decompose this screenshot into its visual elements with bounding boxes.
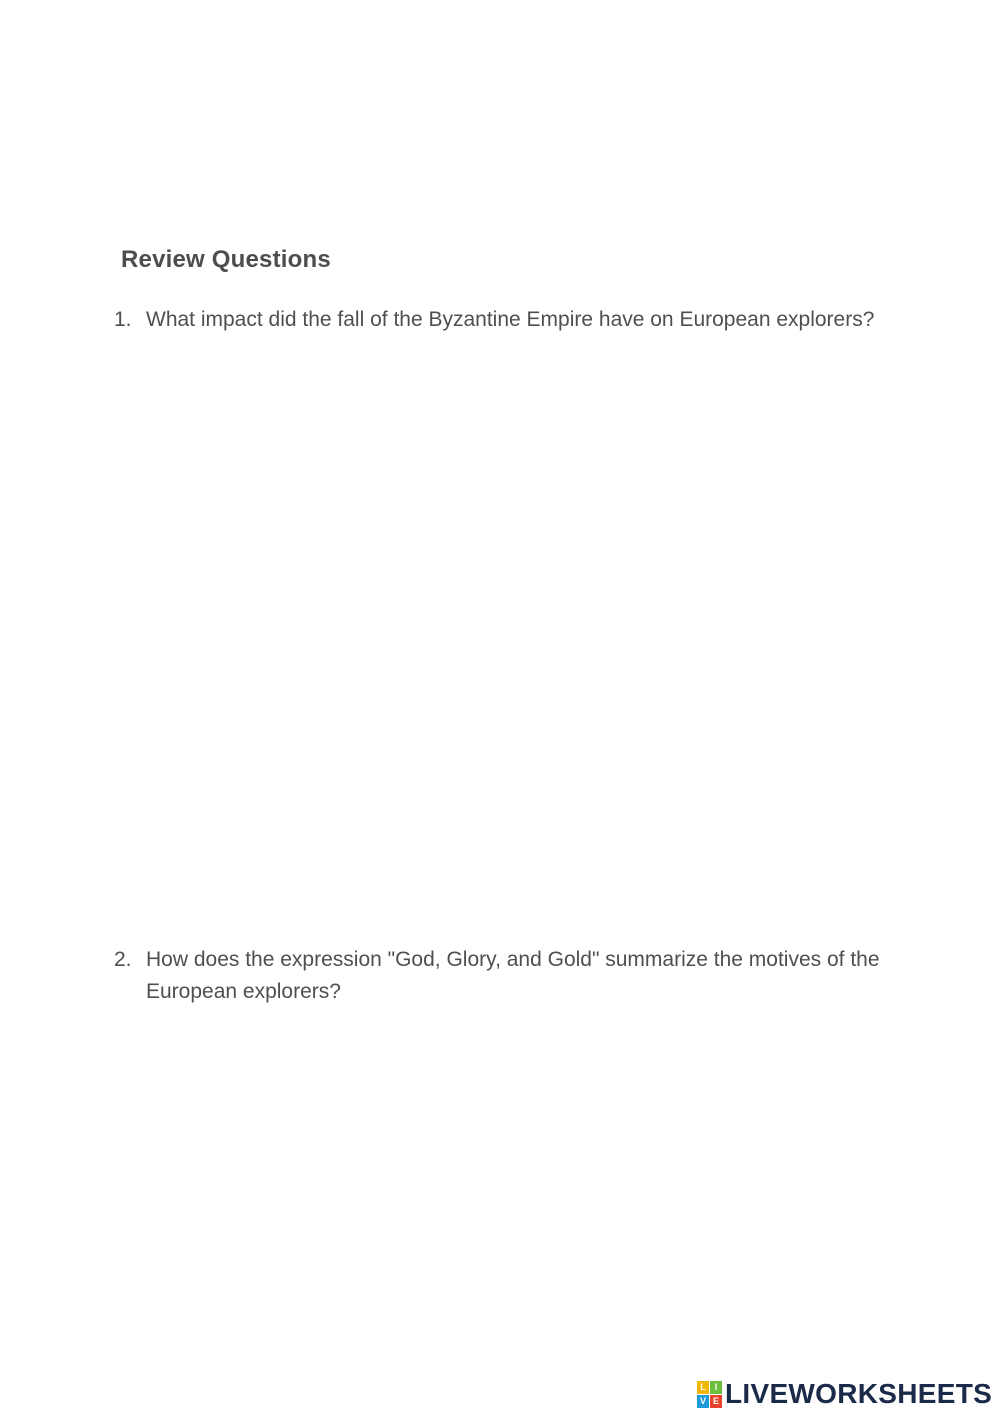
question-number: 2. [114, 948, 132, 971]
question-item [114, 944, 894, 1008]
section-heading: Review Questions [121, 246, 331, 273]
question-item [114, 304, 894, 336]
logo-mark-icon: L I V E [697, 1381, 722, 1408]
liveworksheets-logo [697, 1378, 992, 1410]
logo-text: LIVEWORKSHEETS [725, 1378, 993, 1409]
question-text: How does the expression "God, Glory, and Gold" summarize the motives of the European explorers? [146, 948, 880, 1003]
question-number: 1. [114, 308, 132, 331]
question-text: What impact did the fall of the Byzantine Empire have on European explorers? [146, 308, 875, 331]
